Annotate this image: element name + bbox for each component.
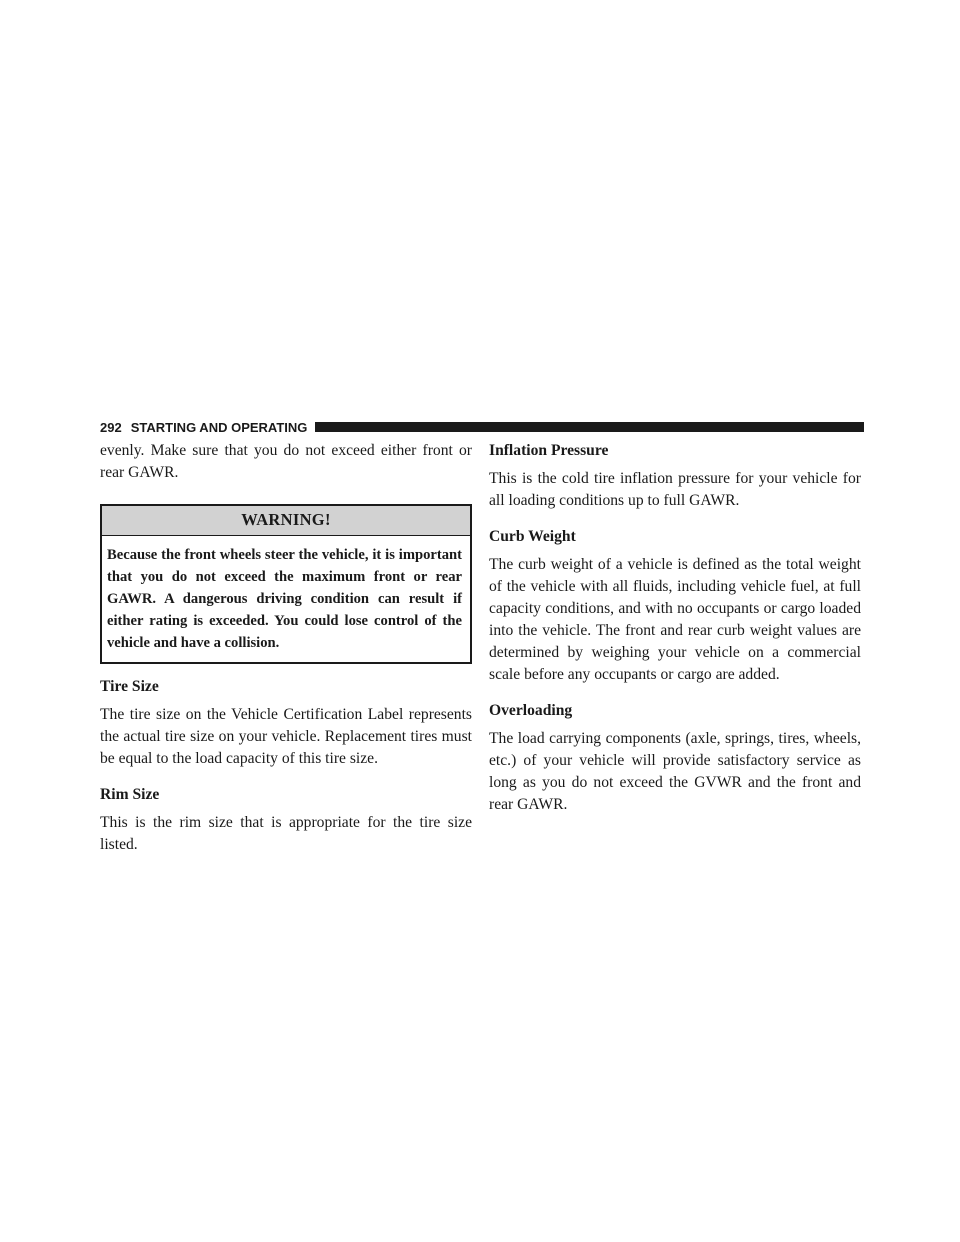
left-column (100, 440, 472, 856)
intro-paragraph: evenly. Make sure that you do not exceed either front or rear GAWR. (100, 442, 472, 481)
warning-title: WARNING! (102, 506, 470, 536)
page-header (100, 418, 864, 436)
warning-box (100, 504, 472, 664)
right-column (489, 440, 861, 816)
overloading-heading: Overloading (489, 702, 573, 719)
rim-size-heading: Rim Size (100, 786, 160, 803)
inflation-pressure-heading: Inflation Pressure (489, 442, 609, 459)
tire-size-heading: Tire Size (100, 678, 159, 695)
header-rule (315, 422, 864, 432)
rim-size-paragraph: This is the rim size that is appropriate for the tire size listed. (100, 814, 472, 853)
overloading-paragraph: The load carrying components (axle, springs, tires, wheels, etc.) of your vehicle will provide satisfactory service as long as you do not exceed the GVWR and the front and rear GAWR. (489, 730, 861, 813)
tire-size-paragraph: The tire size on the Vehicle Certification Label represents the actual tire size on your vehicle. Replacement tires must be equal to the load capacity of this tire size. (100, 706, 472, 767)
section-title: STARTING AND OPERATING (130, 419, 308, 435)
curb-weight-paragraph: The curb weight of a vehicle is defined as the total weight of the vehicle with all fluids, including vehicle fuel, at full capacity conditions, and with no occupants or cargo loaded into the vehicle. The front and rear curb weight values are determined by weighing your vehicle on a commercial scale before any occupants or cargo are added. (489, 556, 861, 683)
page-number: 292 (100, 419, 122, 435)
inflation-pressure-paragraph: This is the cold tire inflation pressure for your vehicle for all loading conditions up to full GAWR. (489, 470, 861, 509)
curb-weight-heading: Curb Weight (489, 528, 576, 545)
warning-text: Because the front wheels steer the vehicle, it is important that you do not exceed the maximum front or rear GAWR. A dangerous driving condition can result if either rating is exceeded. You could lose control of the vehicle and have a collision. (107, 547, 462, 651)
